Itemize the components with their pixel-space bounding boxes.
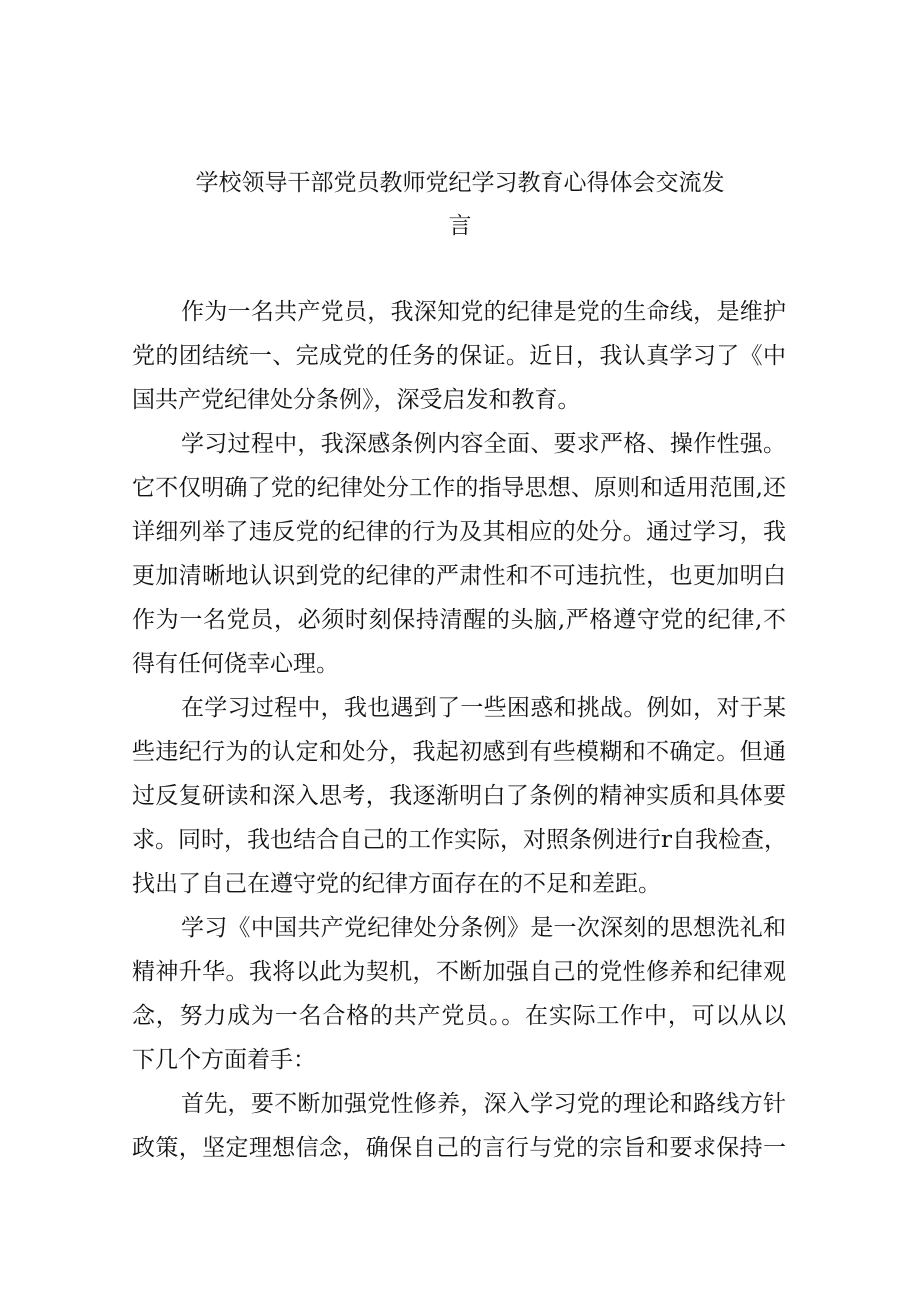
paragraph-line: 国共产党纪律处分条例》，深受启发和教育。 [132, 387, 581, 413]
paragraph-line: 精神升华。我将以此为契机，不断加强自己的党性修养和纪律观 [132, 959, 786, 985]
paragraph-line: 首先，要不断加强党性修养，深入学习党的理论和路线方针 [181, 1091, 786, 1117]
paragraph-line: 作为一名党员，必须时刻保持清醒的头脑,严格遵守党的纪律,不 [132, 607, 786, 633]
paragraph-line: 得有任何侥幸心理。 [132, 651, 339, 677]
paragraph-line: 下几个方面着手： [132, 1047, 316, 1073]
document-title-line-1: 学校领导干部党员教师党纪学习教育心得体会交流发 [195, 170, 725, 196]
paragraph-line: 找出了自己在遵守党的纪律方面存在的不足和差距。 [132, 871, 661, 897]
paragraph-line: 它不仅明确了党的纪律处分工作的指导思想、原则和适用范围,还 [132, 475, 786, 501]
paragraph-line: 详细列举了违反党的纪律的行为及其相应的处分。通过学习，我 [132, 519, 786, 545]
paragraph-line: 更加清晰地认识到党的纪律的严肃性和不可违抗性，也更加明白 [132, 563, 786, 589]
paragraph-line: 作为一名共产党员，我深知党的纪律是党的生命线，是维护 [181, 299, 786, 325]
paragraph-line: 学习《中国共产党纪律处分条例》是一次深刻的思想洗礼和 [181, 915, 786, 941]
paragraph-line: 些违纪行为的认定和处分，我起初感到有些模糊和不确定。但通 [132, 739, 786, 765]
paragraph-line: 党的团结统一、完成党的任务的保证。近日，我认真学习了《中 [132, 343, 786, 369]
paragraph-line: 念，努力成为一名合格的共产党员。。在实际工作中，可以从以 [132, 1003, 786, 1029]
paragraph-line: 过反复研读和深入思考，我逐渐明白了条例的精神实质和具体要 [132, 783, 786, 809]
paragraph-line: 学习过程中，我深感条例内容全面、要求严格、操作性强。 [181, 431, 786, 457]
paragraph-line: 在学习过程中，我也遇到了一些困惑和挑战。例如，对于某 [181, 695, 786, 721]
paragraph-line: 求。同时，我也结合自己的工作实际，对照条例进行r自我检查， [132, 827, 787, 853]
document-title-line-2: 言 [448, 213, 472, 239]
paragraph-line: 政策，坚定理想信念，确保自己的言行与党的宗旨和要求保持一 [132, 1135, 786, 1161]
